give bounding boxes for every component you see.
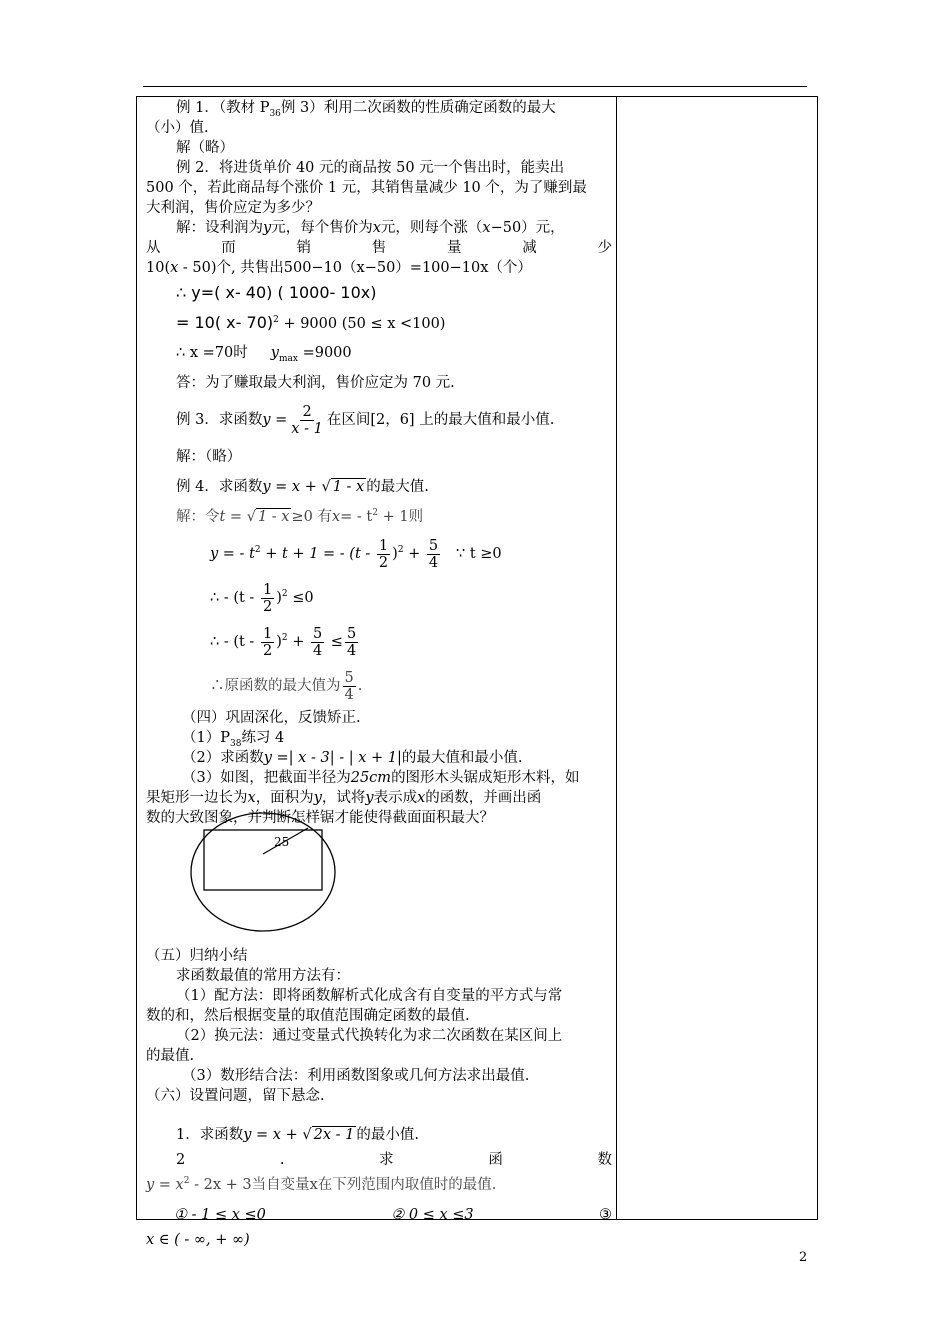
figure-svg — [188, 810, 338, 934]
method-3: （3）数形结合法：利用函数图象或几何方法求出最值. — [182, 1068, 530, 1084]
sold-count-line: 10(x - 50)个, 共售出500−10（x−50）=100−10x（个） — [146, 260, 532, 276]
profit-formula: ∴ y=( x- 40) ( 1000- 10x) — [176, 283, 377, 302]
exercise-3-cont2: 数的大致图象，并判断怎样锯才能使得截面面积最大？ — [146, 810, 494, 826]
inequality-1: ∴ - (t - $\frac{1}{2}$ )$^2$ ≤0 — [210, 581, 314, 615]
summary-intro: 求函数最值的常用方法有： — [176, 968, 350, 984]
profit-vertex-form: = 10( x- 70)$^2$ + 9000 (50 ≤ x <100) — [176, 313, 446, 332]
log-cross-section — [191, 813, 335, 931]
solution-3-omitted: 解：（略） — [176, 449, 242, 465]
page-number: 2 — [799, 1250, 808, 1265]
rectangle-cut — [204, 830, 322, 890]
example-1-cont: （小）值. — [146, 120, 209, 136]
max-value-line: ∴ x =70时 $y_{max} =9000$ — [176, 345, 352, 364]
solution-2-line: 解：设利润为y元，每个售价为x元，则每个涨（x−50）元， — [176, 220, 565, 236]
question-2-function: $y = x^2 - 2x + 3$当自变量x在下列范围内取值时的最值. — [146, 1176, 497, 1193]
radius-label: 25 — [274, 835, 290, 849]
circle-rectangle-figure — [188, 810, 338, 938]
question-2-range-3: x ∈ ( - ∞, + ∞) — [146, 1232, 250, 1248]
method-1-cont: 数的和，然后根据变量的取值范围确定函数的最值. — [146, 1008, 470, 1024]
method-2-cont: 的最值. — [146, 1048, 195, 1064]
example-3-line: 例 3．求函数y = $\frac{2}{x - 1}$ 在区间[2，6] 上的最大值和最小值. — [176, 403, 555, 437]
method-1: （1）配方法：即将函数解析式化成含有自变量的平方式与常 — [176, 988, 563, 1004]
max-value-conclusion: ∴原函数的最大值为 $\frac{5}{4}$ . — [210, 669, 363, 703]
question-1: 1．求函数y = x + √ 2x - 1 的最小值. — [176, 1127, 419, 1143]
question-2-ranges: ① - 1 ≤ x ≤0 ② 0 ≤ x ≤3 ③ — [174, 1207, 612, 1223]
example-2-cont2: 大利润，售价应定为多少？ — [146, 200, 320, 216]
question-2-justified: 2 . 求 函 数 — [176, 1152, 612, 1168]
header-rule — [143, 86, 807, 87]
example-1-line: 例 1．（教材 $P_{36}$例 3）利用二次函数的性质确定函数的最大 — [176, 100, 556, 119]
section-5-heading: （五）归纳小结 — [146, 948, 248, 964]
spacer — [146, 1106, 612, 1120]
exercise-1: $(1)P_{38}$练习 4 — [182, 730, 285, 749]
exercise-2: （2）求函数y =| x - 3| - | x + 1|的最大值和最小值. — [182, 750, 523, 766]
answer-2: 答：为了赚取最大利润，售价应定为 70 元. — [176, 375, 455, 391]
lesson-content-lower — [146, 946, 612, 1250]
exercise-3-cont: 果矩形一边长为x，面积为y，试将y表示成x的函数，并画出函 — [146, 790, 542, 806]
inequality-2: ∴ - (t - $\frac{1}{2}$ )$^2$ + $\frac{5}{4}$ ≤ $\frac{5}{4}$ — [210, 625, 357, 659]
section-6-heading: （六）设置问题，留下悬念. — [146, 1088, 325, 1104]
lesson-content — [146, 98, 612, 828]
method-2: （2）换元法：通过变量式代换转化为求二次函数在某区间上 — [176, 1028, 563, 1044]
example-2-cont: 500 个，若此商品每个涨价 1 元，其销售量减少 10 个，为了赚到最 — [146, 180, 587, 196]
substitution-line: 解：令t = √ 1 - x ≥0 有$x= - t^2 + 1$则 — [176, 508, 424, 525]
table-column-divider — [616, 96, 617, 1220]
solution-omitted: 解（略） — [176, 140, 234, 156]
section-4-heading: （四）巩固深化，反馈矫正. — [182, 710, 361, 726]
exercise-3: （3）如图，把截面半径为25cm的图形木头锯成矩形木料，如 — [182, 770, 580, 786]
quadratic-in-t: y = - $t^2 + t + 1$ = - (t - $\frac{1}{2}$ )$^2$ + $\frac{5}{4}$ ∵ t ≥0 — [210, 537, 502, 571]
example-4-line: 例 4．求函数y = x + √ 1 - x 的最大值. — [176, 479, 429, 495]
example-2-line: 例 2．将进货单价 40 元的商品按 50 元一个售出时，能卖出 — [176, 160, 565, 176]
justified-line: 从 而 销 售 量 减 少 — [146, 240, 612, 256]
